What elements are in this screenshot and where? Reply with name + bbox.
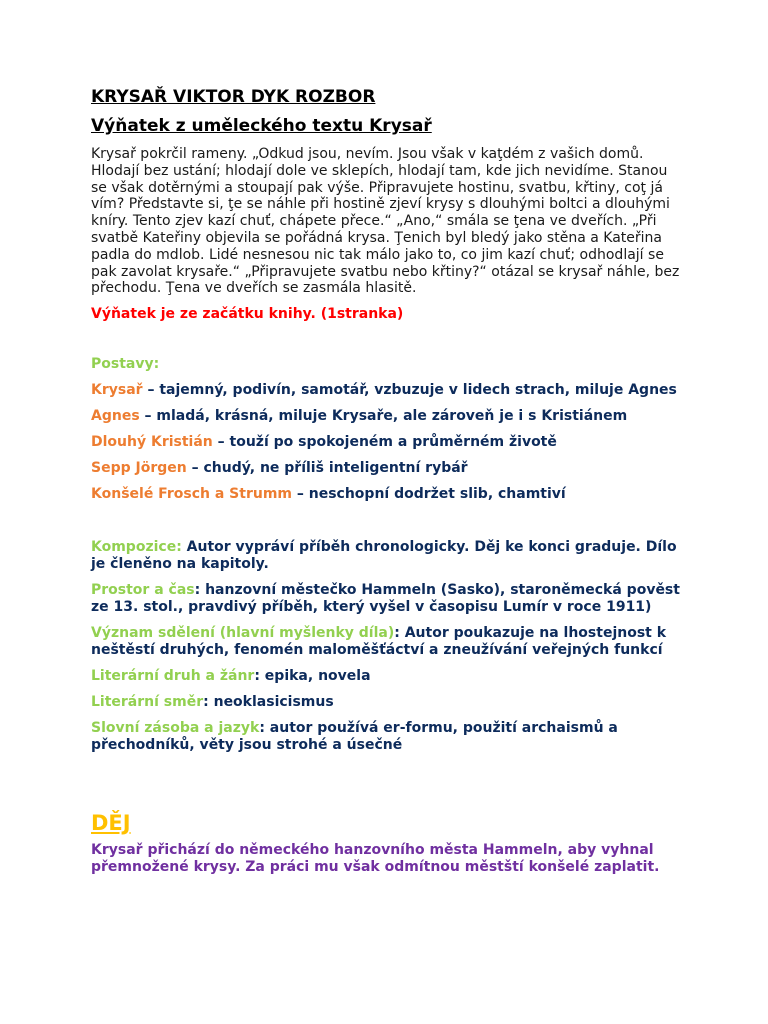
analysis-label: Prostor a čas xyxy=(91,582,195,599)
characters-heading: Postavy: xyxy=(91,356,160,373)
plot-heading: DĚJ xyxy=(91,811,131,836)
analysis-item xyxy=(91,625,681,659)
plot-text: Krysař přichází do německého hanzovního města Hammeln, aby vyhnal přemnožené krysy. Za práci mu však odmítnou městští konšelé zaplatit. xyxy=(91,842,660,876)
character-name: Konšelé Frosch a Strumm xyxy=(91,486,292,503)
character-item xyxy=(91,486,681,503)
character-desc: – mladá, krásná, miluje Krysaře, ale zároveň je i s Kristiánem xyxy=(139,408,628,425)
analysis-item xyxy=(91,668,681,685)
analysis-label: Literární druh a žánr xyxy=(91,668,255,685)
analysis-text: : neoklasicismus xyxy=(203,694,334,711)
analysis-item xyxy=(91,582,681,616)
excerpt-text: Krysař pokrčil rameny. „Odkud jsou, nevím. Jsou však v kaţdém z vašich domů. Hlodají bez ustání; hlodají dole ve sklepích, hlodají tam, kde jich nevidíme. Stanou se však dotěrnými a stoupají pak výše. Připravujete hostinu, svatbu, křtiny, coţ já vím? Představte si, ţe se náhle při hostině zjeví krysy s dlouhými boltci a dlouhými kníry. Tento zjev kazí chuť, chápete přece.“ „Ano,“ smála se ţena ve dveřích. „Při svatbě Kateřiny objevila se pořádná krysa. Ţenich byl bledý jako stěna a Kateřina padla do mdlob. Lidé nesnesou nic tak málo jako to, co jim kazí chuť; odhodlají se pak zavolat krysaře.“ „Připravujete svatbu nebo křtiny?“ otázal se krysař náhle, bez přechodu. Ţena ve dveřích se zasmála hlasitě. xyxy=(91,146,680,297)
character-item xyxy=(91,408,681,425)
character-desc: – chudý, ne příliš inteligentní rybář xyxy=(186,460,468,477)
document-page xyxy=(91,86,681,876)
analysis-text: : autor používá er-formu, použití archaismů a přechodníků, věty jsou strohé a úsečné xyxy=(91,720,618,754)
character-name: Krysař xyxy=(91,382,143,399)
character-desc: – touží po spokojeném a průměrném životě xyxy=(212,434,557,451)
character-name: Dlouhý Kristián xyxy=(91,434,213,451)
character-name: Sepp Jörgen xyxy=(91,460,187,477)
analysis-text: : epika, novela xyxy=(254,668,371,685)
analysis-label: Význam sdělení (hlavní myšlenky díla) xyxy=(91,625,395,642)
character-desc: – neschopní dodržet slib, chamtiví xyxy=(292,486,566,503)
analysis-label: Kompozice: xyxy=(91,539,182,556)
character-item xyxy=(91,434,681,451)
document-title: KRYSAŘ VIKTOR DYK ROZBOR xyxy=(91,87,376,107)
character-desc: – tajemný, podivín, samotář, vzbuzuje v lidech strach, miluje Agnes xyxy=(142,382,677,399)
analysis-label: Slovní zásoba a jazyk xyxy=(91,720,260,737)
analysis-text: : hanzovní městečko Hammeln (Sasko), staroněmecká pověst ze 13. stol., pravdivý příběh, který vyšel v časopisu Lumír v roce 1911) xyxy=(91,582,680,616)
analysis-item xyxy=(91,694,681,711)
character-item xyxy=(91,382,681,399)
character-name: Agnes xyxy=(91,408,140,425)
analysis-text: Autor vypráví příběh chronologicky. Děj ke konci graduje. Dílo je členěno na kapitoly. xyxy=(91,539,677,573)
excerpt-heading: Výňatek z uměleckého textu Krysař xyxy=(91,116,432,136)
analysis-item xyxy=(91,539,681,573)
analysis-item xyxy=(91,720,681,754)
character-item xyxy=(91,460,681,477)
excerpt-note: Výňatek je ze začátku knihy. (1stranka) xyxy=(91,306,404,323)
analysis-text: : Autor poukazuje na lhostejnost k neštěstí druhých, fenomén maloměšťáctví a zneužívání veřejných funkcí xyxy=(91,625,667,659)
analysis-label: Literární směr xyxy=(91,694,204,711)
